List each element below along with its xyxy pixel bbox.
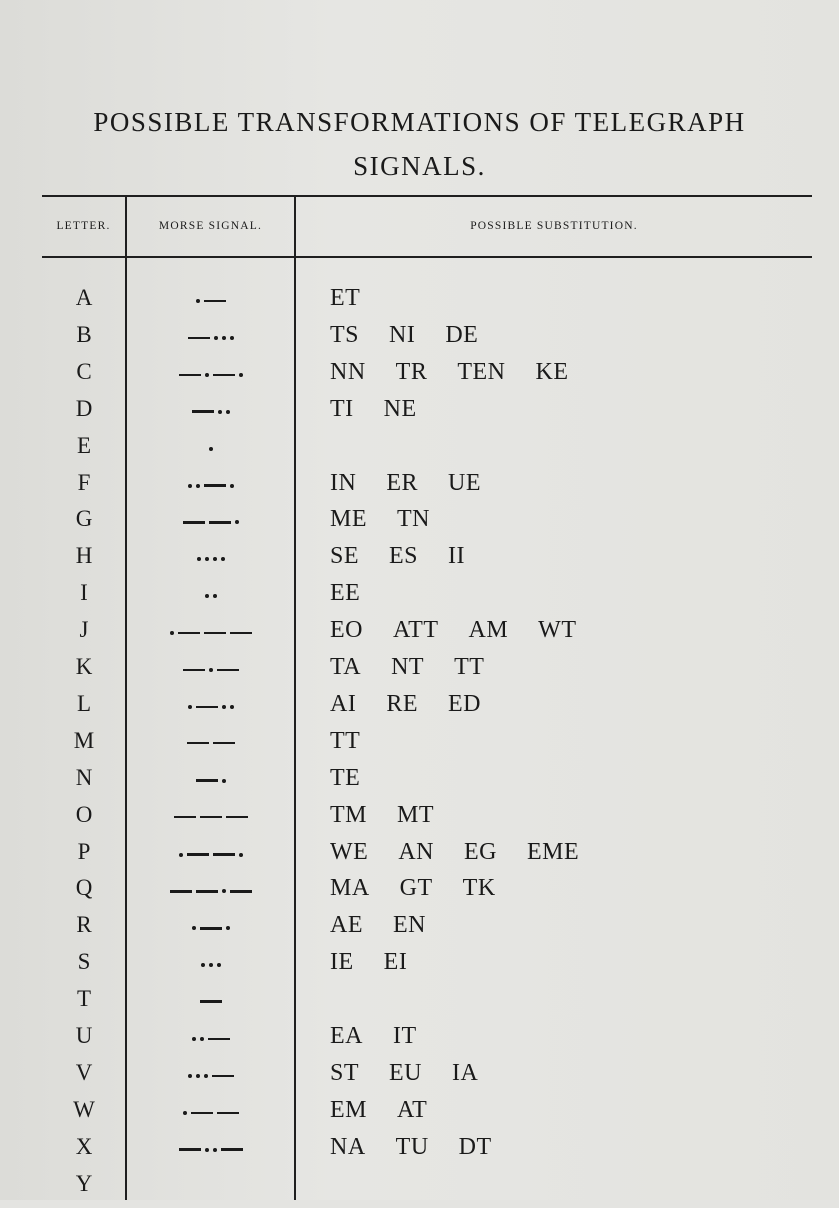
table-row	[0, 802, 839, 839]
table-row	[0, 396, 839, 433]
table-row	[0, 543, 839, 580]
morse-signal	[128, 853, 294, 857]
substitution-item: TE	[330, 764, 361, 791]
substitution-item: IA	[452, 1059, 479, 1086]
morse-signal	[128, 963, 294, 967]
morse-signal-cell	[128, 654, 294, 684]
letter-cell: W	[73, 1096, 95, 1122]
morse-dot	[209, 963, 213, 967]
substitution-item: EN	[393, 912, 426, 939]
substitution-item: NN	[330, 358, 366, 385]
header-letter: LETTER.	[56, 220, 111, 232]
morse-signal	[128, 1148, 294, 1152]
morse-dot	[209, 668, 213, 672]
table-row	[0, 285, 839, 322]
morse-dot	[197, 557, 201, 561]
morse-dash	[212, 1075, 234, 1078]
title-line-1: POSSIBLE TRANSFORMATIONS OF TELEGRAPH	[93, 107, 746, 137]
morse-signal	[128, 373, 294, 377]
morse-dot	[205, 557, 209, 561]
morse-dash	[208, 1038, 230, 1041]
substitution-item: AI	[330, 690, 357, 717]
morse-dot	[183, 1111, 187, 1115]
morse-dash	[204, 632, 226, 635]
morse-signal	[128, 631, 294, 635]
table-row	[0, 506, 839, 543]
morse-dot	[214, 336, 218, 340]
morse-signal	[128, 1111, 294, 1115]
morse-signal-cell	[128, 359, 294, 389]
table-row	[0, 1060, 839, 1097]
substitution-cell	[330, 949, 437, 976]
morse-dot	[226, 410, 230, 414]
substitution-item: ES	[389, 543, 419, 570]
substitution-item: TA	[330, 654, 362, 680]
morse-dot	[205, 373, 209, 377]
morse-signal	[128, 926, 294, 930]
substitution-cell	[330, 1060, 508, 1087]
substitution-item: TM	[330, 801, 367, 828]
substitution-item: RE	[386, 690, 418, 717]
morse-signal	[128, 668, 294, 672]
letter-cell: M	[73, 727, 95, 753]
morse-signal-cell	[128, 765, 294, 795]
morse-signal-cell	[128, 1023, 294, 1053]
morse-dot	[201, 963, 205, 967]
morse-dash	[174, 816, 196, 819]
morse-dot	[205, 594, 209, 598]
morse-dash	[200, 1000, 222, 1003]
substitution-item: TK	[462, 875, 496, 902]
letter-cell: S	[77, 949, 91, 975]
substitution-cell	[330, 617, 606, 644]
morse-dot	[222, 779, 226, 783]
morse-signal	[128, 705, 294, 709]
table-row	[0, 875, 839, 912]
letter-cell: F	[77, 469, 91, 495]
substitution-item: ME	[330, 506, 367, 533]
morse-dash	[187, 742, 209, 745]
morse-dot	[221, 557, 225, 561]
substitution-item: EME	[526, 838, 580, 865]
morse-dash	[183, 521, 205, 524]
substitution-item: DE	[445, 321, 479, 348]
letter-cell: H	[75, 543, 93, 569]
morse-signal	[128, 742, 294, 745]
substitution-item: IE	[330, 949, 354, 976]
substitution-cell	[330, 322, 508, 349]
morse-dot	[217, 963, 221, 967]
morse-dot	[200, 1037, 204, 1041]
morse-signal-cell	[128, 728, 294, 758]
substitution-item: AM	[468, 617, 509, 644]
morse-dot	[222, 889, 226, 893]
substitution-cell	[330, 839, 609, 866]
morse-dash	[200, 816, 222, 819]
morse-dot	[213, 557, 217, 561]
letter-cell: K	[75, 654, 93, 679]
substitution-cell	[330, 580, 390, 607]
table-row	[0, 580, 839, 617]
morse-dash	[196, 706, 218, 709]
substitution-item: GT	[399, 875, 433, 902]
morse-signal	[128, 520, 294, 524]
substitution-item: TEN	[457, 358, 506, 385]
letter-cell: X	[75, 1133, 93, 1159]
substitution-item: IT	[393, 1023, 417, 1049]
substitution-item: MA	[330, 875, 370, 902]
morse-dot	[239, 853, 243, 857]
substitution-item: EI	[383, 949, 408, 976]
morse-signal-cell	[128, 912, 294, 942]
substitution-item: TN	[397, 506, 430, 533]
letter-cell: T	[76, 986, 92, 1012]
morse-dot	[213, 1148, 217, 1152]
substitution-item: AT	[397, 1096, 428, 1123]
morse-signal-cell	[128, 543, 294, 573]
table-row	[0, 1097, 839, 1134]
morse-dash	[230, 890, 252, 893]
substitution-item: TS	[330, 321, 360, 348]
morse-signal	[128, 1000, 294, 1003]
morse-signal-cell	[128, 506, 294, 536]
morse-signal-cell	[128, 875, 294, 905]
substitution-item: IN	[330, 469, 357, 496]
substitution-item: AN	[398, 838, 434, 865]
morse-dot	[188, 705, 192, 709]
morse-signal	[128, 779, 294, 783]
morse-dot	[192, 1037, 196, 1041]
morse-signal-cell	[128, 691, 294, 721]
top-rule	[42, 195, 812, 197]
morse-signal-cell	[128, 986, 294, 1016]
letter-cell: O	[75, 801, 93, 827]
substitution-item: NA	[330, 1133, 366, 1160]
substitution-cell	[330, 912, 456, 939]
morse-dash	[213, 374, 235, 377]
morse-signal-cell	[128, 839, 294, 869]
substitution-item: NI	[389, 321, 416, 348]
morse-dash	[200, 927, 222, 930]
table-row	[0, 839, 839, 876]
morse-dash	[170, 890, 192, 893]
morse-signal-cell	[128, 1134, 294, 1164]
substitution-item: KE	[535, 358, 569, 385]
morse-signal	[128, 557, 294, 561]
table-row	[0, 691, 839, 728]
morse-dash	[221, 1148, 243, 1151]
page-title	[0, 100, 839, 188]
morse-dot	[179, 853, 183, 857]
morse-dot	[192, 926, 196, 930]
morse-signal	[128, 816, 294, 819]
title-line-2: SIGNALS.	[353, 151, 486, 181]
header-possible-substitution: POSSIBLE SUBSTITUTION.	[470, 220, 638, 232]
substitution-item: SE	[330, 543, 360, 570]
morse-signal-cell	[128, 580, 294, 610]
morse-signal-cell	[128, 470, 294, 500]
header-rule	[42, 256, 812, 258]
morse-signal-cell	[128, 322, 294, 352]
morse-signal	[128, 299, 294, 303]
substitution-item: EE	[330, 580, 361, 607]
substitution-item: AE	[330, 912, 363, 939]
morse-dash	[213, 742, 235, 745]
table-row	[0, 912, 839, 949]
morse-dash	[209, 521, 231, 524]
letter-cell: J	[79, 617, 89, 643]
morse-dot	[222, 336, 226, 340]
table-row	[0, 949, 839, 986]
letter-cell: Q	[75, 875, 93, 901]
morse-signal	[128, 336, 294, 340]
letter-cell: V	[75, 1059, 93, 1085]
morse-signal	[128, 594, 294, 598]
table-row	[0, 470, 839, 507]
morse-dash	[196, 890, 218, 893]
morse-dot	[239, 373, 243, 377]
morse-dash	[204, 484, 226, 487]
morse-dash	[204, 300, 226, 303]
table-row	[0, 654, 839, 691]
substitution-item: II	[448, 543, 466, 570]
substitution-item: EA	[330, 1023, 363, 1049]
substitution-item: DT	[458, 1133, 492, 1160]
substitution-cell	[330, 765, 390, 792]
substitution-item: EG	[463, 838, 497, 865]
substitution-item: WT	[538, 617, 577, 644]
table-row	[0, 433, 839, 470]
letter-cell: I	[80, 580, 88, 606]
morse-signal-cell	[128, 285, 294, 315]
morse-dot	[170, 631, 174, 635]
letter-cell: E	[76, 432, 92, 458]
substitution-item: TT	[330, 727, 361, 754]
substitution-item: NT	[391, 654, 425, 680]
substitution-item: ET	[330, 285, 361, 311]
table-row	[0, 359, 839, 396]
morse-signal	[128, 447, 294, 451]
substitution-cell	[330, 359, 599, 386]
letter-cell: C	[76, 358, 92, 384]
letter-cell: U	[75, 1023, 93, 1048]
morse-signal-cell	[128, 396, 294, 426]
morse-signal-cell	[128, 1171, 294, 1201]
table-row	[0, 765, 839, 802]
morse-dot	[205, 1148, 209, 1152]
morse-dot	[213, 594, 217, 598]
morse-dot	[235, 520, 239, 524]
morse-dot	[204, 1074, 208, 1078]
letter-cell: A	[75, 285, 93, 310]
table-row	[0, 322, 839, 359]
letter-cell: P	[77, 838, 91, 864]
substitution-cell	[330, 1134, 522, 1161]
substitution-item: NE	[383, 395, 417, 422]
substitution-cell	[330, 875, 526, 902]
substitution-cell	[330, 654, 514, 681]
substitution-item: EU	[389, 1059, 423, 1086]
table-row	[0, 728, 839, 765]
morse-signal-cell	[128, 433, 294, 463]
morse-dash	[188, 337, 210, 340]
table-row	[0, 1134, 839, 1171]
morse-signal	[128, 410, 294, 414]
morse-dot	[188, 484, 192, 488]
morse-dash	[178, 632, 200, 635]
morse-signal-cell	[128, 949, 294, 979]
morse-signal-cell	[128, 802, 294, 832]
table-row	[0, 1023, 839, 1060]
morse-dash	[196, 779, 218, 782]
morse-dot	[209, 447, 213, 451]
morse-signal	[128, 889, 294, 893]
morse-dot	[230, 336, 234, 340]
letter-cell: Y	[75, 1170, 93, 1196]
morse-signal-cell	[128, 617, 294, 647]
morse-dot	[226, 926, 230, 930]
morse-dot	[218, 410, 222, 414]
morse-dash	[230, 632, 252, 635]
morse-dot	[230, 705, 234, 709]
morse-dash	[183, 669, 205, 672]
substitution-item: ER	[386, 469, 418, 496]
substitution-cell	[330, 396, 447, 423]
substitution-item: TR	[395, 358, 428, 385]
substitution-item: ATT	[393, 617, 439, 644]
morse-dash	[226, 816, 248, 819]
substitution-item: UE	[448, 469, 481, 496]
morse-dash	[187, 853, 209, 856]
morse-dot	[230, 484, 234, 488]
substitution-item: TU	[395, 1133, 429, 1160]
letter-cell: R	[76, 912, 92, 938]
substitution-item: EO	[330, 617, 363, 644]
letter-cell: N	[75, 764, 93, 790]
morse-dash	[217, 1112, 239, 1115]
substitution-item: WE	[330, 838, 369, 865]
morse-signal-cell	[128, 1097, 294, 1127]
morse-dash	[213, 853, 235, 856]
morse-dot	[196, 299, 200, 303]
substitution-item: ST	[330, 1059, 360, 1086]
substitution-item: MT	[397, 801, 434, 828]
substitution-item: TT	[454, 654, 485, 680]
substitution-item: TI	[330, 395, 354, 422]
morse-signal-cell	[128, 1060, 294, 1090]
substitution-cell	[330, 802, 464, 829]
letter-cell: B	[76, 321, 92, 347]
morse-signal	[128, 1074, 294, 1078]
table-row	[0, 1171, 839, 1208]
substitution-item: ED	[448, 690, 481, 717]
substitution-cell	[330, 1023, 447, 1050]
header-morse-signal: MORSE SIGNAL.	[158, 220, 263, 232]
morse-dot	[196, 484, 200, 488]
substitution-cell	[330, 506, 460, 533]
substitution-cell	[330, 470, 511, 497]
table-row	[0, 617, 839, 654]
substitution-item: EM	[330, 1096, 367, 1123]
morse-dash	[191, 1112, 213, 1115]
substitution-cell	[330, 285, 390, 312]
letter-cell: L	[76, 690, 92, 716]
morse-dot	[222, 705, 226, 709]
substitution-cell	[330, 728, 390, 755]
morse-signal	[128, 1037, 294, 1041]
substitution-cell	[330, 543, 495, 570]
substitution-cell	[330, 1097, 457, 1124]
morse-dash	[179, 1148, 201, 1151]
morse-dot	[188, 1074, 192, 1078]
letter-cell: G	[75, 506, 93, 532]
morse-dash	[192, 410, 214, 413]
letter-cell: D	[75, 395, 93, 421]
morse-dot	[196, 1074, 200, 1078]
morse-dash	[217, 669, 239, 672]
morse-dash	[179, 374, 201, 377]
table-row	[0, 986, 839, 1023]
morse-signal	[128, 484, 294, 488]
substitution-cell	[330, 691, 511, 718]
